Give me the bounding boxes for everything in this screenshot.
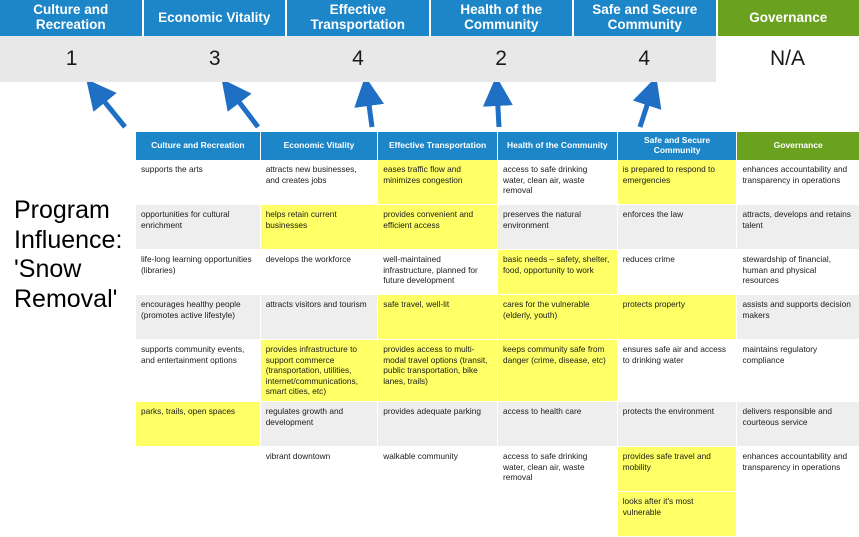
matrix-cell: safe travel, well-lit xyxy=(378,295,498,340)
scorecard-header-governance: Governance xyxy=(718,0,859,36)
matrix-cell: maintains regulatory compliance xyxy=(737,340,859,402)
scorecard-header-health-of-the-community: Health of the Community xyxy=(431,0,575,36)
matrix-cell: develops the workforce xyxy=(260,250,378,295)
score-economic-vitality: 3 xyxy=(143,36,286,82)
arrow-icon-culture-and-recreation xyxy=(95,90,125,127)
matrix-cell: encourages healthy people (promotes active lifestyle) xyxy=(136,295,260,340)
matrix-cell: access to safe drinking water, clean air, waste removal xyxy=(497,160,617,205)
matrix-cell: cares for the vulnerable (elderly, youth) xyxy=(497,295,617,340)
table-row xyxy=(136,205,859,250)
scorecard-header-safe-and-secure-community: Safe and Secure Community xyxy=(574,0,718,36)
matrix-cell: supports community events, and entertainment options xyxy=(136,340,260,402)
matrix-cell: provides convenient and efficient access xyxy=(378,205,498,250)
matrix-cell: supports the arts xyxy=(136,160,260,205)
caption-line-4: Removal' xyxy=(14,285,132,315)
matrix-header-culture-and-recreation: Culture and Recreation xyxy=(136,132,260,160)
matrix-cell xyxy=(260,492,378,537)
matrix-cell: provides adequate parking xyxy=(378,402,498,447)
scorecard-header-culture-and-recreation: Culture and Recreation xyxy=(0,0,144,36)
arrow-icon-economic-vitality xyxy=(230,90,258,127)
matrix-cell: access to health care xyxy=(497,402,617,447)
table-row xyxy=(136,295,859,340)
matrix-cell xyxy=(136,447,260,492)
score-safe-and-secure-community: 4 xyxy=(573,36,716,82)
arrow-icon-health-of-the-community xyxy=(497,90,499,127)
matrix-cell: enhances accountability and transparency in operations xyxy=(737,447,859,492)
matrix-cell: attracts, develops and retains talent xyxy=(737,205,859,250)
table-row xyxy=(136,492,859,537)
scorecard-header-row xyxy=(0,0,859,36)
matrix-header-health-of-the-community: Health of the Community xyxy=(497,132,617,160)
score-culture-and-recreation: 1 xyxy=(0,36,143,82)
matrix-cell: delivers responsible and courteous service xyxy=(737,402,859,447)
matrix-cell: vibrant downtown xyxy=(260,447,378,492)
caption-line-1: Program xyxy=(14,196,132,226)
program-influence-caption xyxy=(14,196,132,314)
matrix-cell: well-maintained infrastructure, planned for future development xyxy=(378,250,498,295)
table-row xyxy=(136,402,859,447)
scorecard-header-effective-transportation: Effective Transportation xyxy=(287,0,431,36)
matrix-cell: protects property xyxy=(617,295,737,340)
scorecard-band xyxy=(0,0,859,82)
matrix-cell: life-long learning opportunities (libraries) xyxy=(136,250,260,295)
score-effective-transportation: 4 xyxy=(286,36,429,82)
influence-matrix xyxy=(136,132,859,537)
matrix-cell: protects the environment xyxy=(617,402,737,447)
matrix-cell: eases traffic flow and minimizes congestion xyxy=(378,160,498,205)
matrix-header-row xyxy=(136,132,859,160)
matrix-cell xyxy=(497,492,617,537)
matrix-cell: is prepared to respond to emergencies xyxy=(617,160,737,205)
matrix-cell: assists and supports decision makers xyxy=(737,295,859,340)
matrix-cell: helps retain current businesses xyxy=(260,205,378,250)
matrix-cell: enforces the law xyxy=(617,205,737,250)
table-row xyxy=(136,160,859,205)
matrix-cell: attracts new businesses, and creates jobs xyxy=(260,160,378,205)
matrix-cell: reduces crime xyxy=(617,250,737,295)
scorecard-header-economic-vitality: Economic Vitality xyxy=(144,0,288,36)
matrix-body xyxy=(136,160,859,537)
matrix-cell: enhances accountability and transparency in operations xyxy=(737,160,859,205)
matrix-cell: attracts visitors and tourism xyxy=(260,295,378,340)
matrix-cell: regulates growth and development xyxy=(260,402,378,447)
matrix-cell: provides safe travel and mobility xyxy=(617,447,737,492)
score-health-of-the-community: 2 xyxy=(430,36,573,82)
matrix-cell: access to safe drinking water, clean air, waste removal xyxy=(497,447,617,492)
table-row xyxy=(136,447,859,492)
table-row xyxy=(136,340,859,402)
matrix-cell: keeps community safe from danger (crime, disease, etc) xyxy=(497,340,617,402)
matrix-cell: ensures safe air and access to drinking water xyxy=(617,340,737,402)
matrix-cell: looks after it's most vulnerable xyxy=(617,492,737,537)
matrix-cell: provides infrastructure to support commerce (transportation, utilities, internet/communications, smart cities, etc) xyxy=(260,340,378,402)
matrix-cell: walkable community xyxy=(378,447,498,492)
arrow-group xyxy=(0,82,859,132)
caption-line-2: Influence: xyxy=(14,226,132,256)
matrix-cell: basic needs – safety, shelter, food, opportunity to work xyxy=(497,250,617,295)
caption-line-3: 'Snow xyxy=(14,255,132,285)
matrix-cell: preserves the natural environment xyxy=(497,205,617,250)
matrix-header-effective-transportation: Effective Transportation xyxy=(378,132,498,160)
matrix-cell: provides access to multi-modal travel options (transit, public transportation, bike lanes, trails) xyxy=(378,340,498,402)
table-row xyxy=(136,250,859,295)
scorecard-score-row xyxy=(0,36,859,82)
matrix-header-safe-and-secure-community: Safe and Secure Community xyxy=(617,132,737,160)
matrix-header-economic-vitality: Economic Vitality xyxy=(260,132,378,160)
matrix-cell xyxy=(136,492,260,537)
matrix-cell xyxy=(378,492,498,537)
matrix-cell: opportunities for cultural enrichment xyxy=(136,205,260,250)
matrix-cell xyxy=(737,492,859,537)
score-governance: N/A xyxy=(716,36,859,82)
matrix-cell: parks, trails, open spaces xyxy=(136,402,260,447)
matrix-cell: stewardship of financial, human and physical resources xyxy=(737,250,859,295)
arrow-icon-safe-and-secure-community xyxy=(640,90,652,127)
arrow-icon-effective-transportation xyxy=(367,90,372,127)
matrix-header-governance: Governance xyxy=(737,132,859,160)
